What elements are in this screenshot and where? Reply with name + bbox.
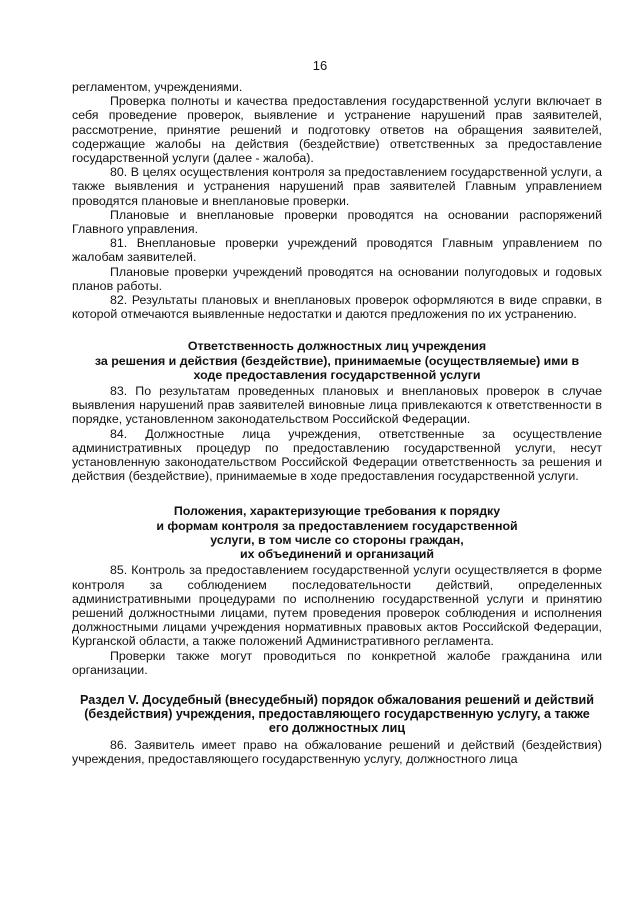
heading-line: за решения и действия (бездействие), принимаемые (осуществляемые) ими в — [94, 353, 580, 368]
paragraph: Проверка полноты и качества предоставления государственной услуги включает в себя проведение проверок, выявление и устранение нарушений прав заявителей, рассмотрение, принятие решений и подготовку ответов на обращения заявителей, содержащие жалобы на действия (бездействие) ответственных за предоставление государственной услуги (далее - жалоба). — [72, 94, 602, 166]
paragraph: Плановые и внеплановые проверки проводятся на основании распоряжений Главного управления. — [72, 207, 602, 237]
heading-line: Положения, характеризующие требования к порядку — [173, 504, 501, 519]
heading-line: его должностных лиц — [268, 721, 406, 736]
heading-line: (бездействия) учреждения, предоставляющего государственную услугу, а также — [84, 707, 590, 722]
document-body — [72, 80, 602, 766]
paragraph: 84. Должностные лица учреждения, ответственные за осуществление административных процедур по предоставлению государственной услуги, несут установленную законодательством Российской Федерации ответственность за решения и действия (бездействие), принимаемые в ходе предоставления государственной услуги. — [72, 426, 602, 484]
heading-line: услуги, в том числе со стороны граждан, — [210, 532, 464, 547]
paragraph: 81. Внеплановые проверки учреждений проводятся Главным управлением по жалобам заявителей. — [72, 236, 602, 265]
section-heading-responsibility — [72, 339, 602, 382]
heading-line: Раздел V. Досудебный (внесудебный) порядок обжалования решений и действий — [80, 692, 594, 707]
section-heading-control-requirements — [72, 504, 602, 561]
paragraph: Проверки также могут проводиться по конкретной жалобе гражданина или организации. — [72, 648, 602, 677]
section-heading-section-v — [72, 693, 602, 736]
heading-line: Ответственность должностных лиц учреждения — [187, 339, 487, 354]
paragraph: 80. В целях осуществления контроля за предоставлением государственной услуги, а также выявления и устранения нарушений прав заявителей Главным управлением проводятся плановые и внеплановые проверки. — [72, 165, 602, 208]
paragraph: 83. По результатам проведенных плановых и внеплановых проверок в случае выявления нарушений прав заявителей виновные лица привлекаются к ответственности в порядке, установленном законодательством Российской Федерации. — [72, 384, 602, 427]
paragraph: регламентом, учреждениями. — [72, 80, 243, 94]
page-number: 16 — [312, 58, 328, 73]
paragraph: 86. Заявитель имеет право на обжалование решений и действий (бездействия) учреждения, предоставляющего государственную услугу, должностного лица — [72, 737, 602, 766]
paragraph: 85. Контроль за предоставлением государственной услуги осуществляется в форме контроля за соблюдением последовательности действий, определенных административными процедурами по исполнению государственной услуги и принятию решений должностными лицами, путем проведения проверок соблюдения и исполнения должностными лицами учреждения нормативных правовых актов Российской Федерации, Курганской области, а также положений Административного регламента. — [72, 563, 602, 649]
paragraph: 82. Результаты плановых и внеплановых проверок оформляются в виде справки, в которой отмечаются выявленные недостатки и даются предложения по их устранению. — [72, 293, 602, 322]
heading-line: и формам контроля за предоставлением государственной — [156, 518, 518, 533]
heading-line: ходе предоставления государственной услуги — [193, 367, 481, 382]
heading-line: их объединений и организаций — [239, 547, 435, 562]
paragraph: Плановые проверки учреждений проводятся на основании полугодовых и годовых планов работы. — [72, 264, 602, 293]
